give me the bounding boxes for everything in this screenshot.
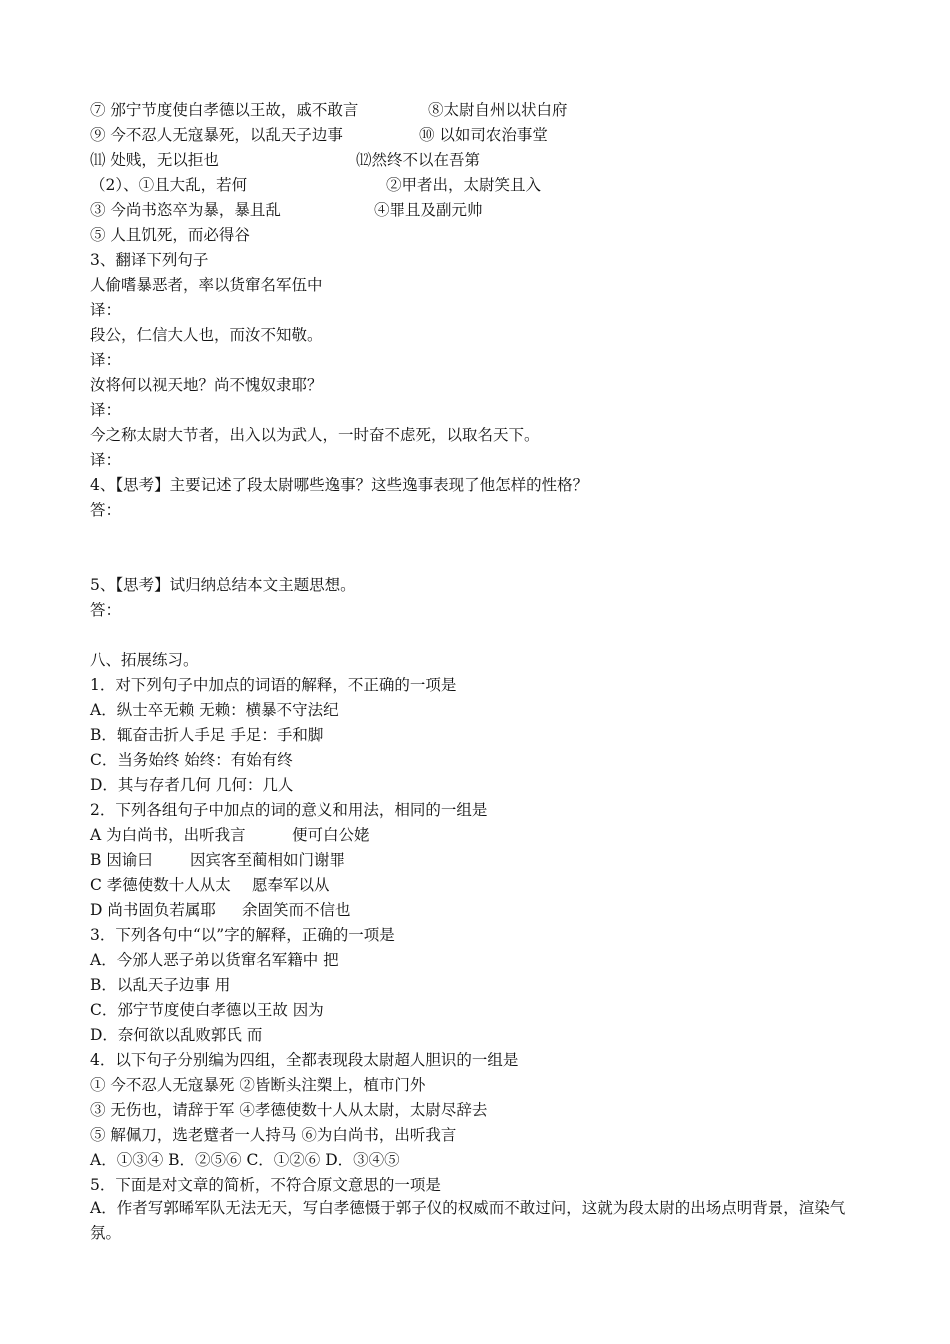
part2-row-2b: ④罪且及副元帅 (374, 201, 483, 219)
line-row-11: ⑾ 处贱，无以拒也 (90, 151, 219, 169)
ex1-option-d: D．其与存者几何 几何：几人 (90, 776, 294, 794)
q3-translate-label-2: 译： (90, 351, 122, 369)
part2-row-2a: ③ 今尚书恣卒为暴，暴且乱 (90, 201, 281, 219)
q3-sentence-4: 今之称太尉大节者，出入以为武人，一时奋不虑死，以取名天下。 (90, 426, 540, 444)
ex2-option-c-1: C 孝德使数十人从太 (90, 876, 231, 894)
ex1-stem: 1．对下列句子中加点的词语的解释，不正确的一项是 (90, 676, 457, 694)
ex4-group-row-2: ③ 无伤也，请辞于军 ④孝德使数十人从太尉，太尉尽辞去 (90, 1101, 488, 1119)
ex2-option-b-1: B 因谕曰 (90, 851, 153, 869)
ex5-stem: 5．下面是对文章的简析，不符合原文意思的一项是 (90, 1176, 441, 1194)
ex1-option-c: C．当务始终 始终：有始有终 (90, 751, 293, 769)
line-row-9: ⑨ 今不忍人无寇暴死，以乱天子边事 (90, 126, 343, 144)
q5-answer-label: 答： (90, 601, 122, 619)
part2-row-1a: （2）、①且大乱，若何 (90, 176, 248, 194)
q3-sentence-2: 段公，仁信大人也，而汝不知敬。 (90, 326, 323, 344)
ex1-option-a: A．纵士卒无赖 无赖：横暴不守法纪 (90, 701, 339, 719)
q4-think-title: 4、【思考】主要记述了段太尉哪些逸事？这些逸事表现了他怎样的性格？ (90, 476, 589, 494)
line-row-10: ⑩ 以如司农治事堂 (419, 126, 548, 144)
q3-translate-label-4: 译： (90, 451, 122, 469)
ex3-stem: 3．下列各句中“以”字的解释，正确的一项是 (90, 926, 395, 944)
ex4-group-row-1: ① 今不忍人无寇暴死 ②皆断头注槊上，植市门外 (90, 1076, 426, 1094)
ex5-option-a: A．作者写郭晞军队无法无天，写白孝德慑于郭子仪的权威而不敢过问，这就为段太尉的出场点明背景，渲染气氛。 (90, 1199, 846, 1242)
line-row-8: ⑧太尉自州以状白府 (428, 101, 568, 119)
ex2-option-c-2: 愿奉军以从 (252, 876, 330, 894)
ex2-option-a-2: 便可白公姥 (292, 826, 370, 844)
line-row-7: ⑦ 邠宁节度使白孝德以王故，戚不敢言 (90, 101, 359, 119)
ex1-option-b: B．辄奋击折人手足 手足：手和脚 (90, 726, 324, 744)
q3-title: 3、翻译下列句子 (90, 251, 209, 269)
ex2-option-d-1: D 尚书固负若属耶 (90, 901, 216, 919)
ex3-option-d: D．奈何欲以乱败郭氏 而 (90, 1026, 263, 1044)
q4-answer-label: 答： (90, 501, 122, 519)
part2-row-3: ⑤ 人且饥死，而必得谷 (90, 226, 250, 244)
ex4-group-row-3: ⑤ 解佩刀，选老躄者一人持马 ⑥为白尚书，出听我言 (90, 1126, 457, 1144)
ex2-option-a-1: A 为白尚书，出听我言 (90, 826, 246, 844)
ex4-options: A．①③④ B．②⑤⑥ C．①②⑥ D．③④⑤ (90, 1151, 400, 1169)
ex3-option-a: A．今邠人恶子弟以货窜名军籍中 把 (90, 951, 339, 969)
ex2-option-d-2: 余固笑而不信也 (242, 901, 351, 919)
q3-translate-label-1: 译： (90, 301, 122, 319)
ex3-option-c: C．邠宁节度使白孝德以王故 因为 (90, 1001, 324, 1019)
ex2-stem: 2．下列各组句子中加点的词的意义和用法，相同的一组是 (90, 801, 488, 819)
q3-sentence-3: 汝将何以视天地？尚不愧奴隶耶？ (90, 376, 323, 394)
section8-heading: 八、拓展练习。 (90, 651, 199, 669)
ex4-stem: 4．以下句子分别编为四组，全都表现段太尉超人胆识的一组是 (90, 1051, 519, 1069)
ex2-option-b-2: 因宾客至蔺相如门谢罪 (190, 851, 346, 869)
q3-sentence-1: 人偷嗜暴恶者，率以货窜名军伍中 (90, 276, 323, 294)
part2-row-1b: ②甲者出，太尉笑且入 (386, 176, 542, 194)
line-row-12: ⑿然终不以在吾第 (356, 151, 481, 169)
ex3-option-b: B．以乱天子边事 用 (90, 976, 231, 994)
q3-translate-label-3: 译： (90, 401, 122, 419)
q5-think-title: 5、【思考】试归纳总结本文主题思想。 (90, 576, 356, 594)
